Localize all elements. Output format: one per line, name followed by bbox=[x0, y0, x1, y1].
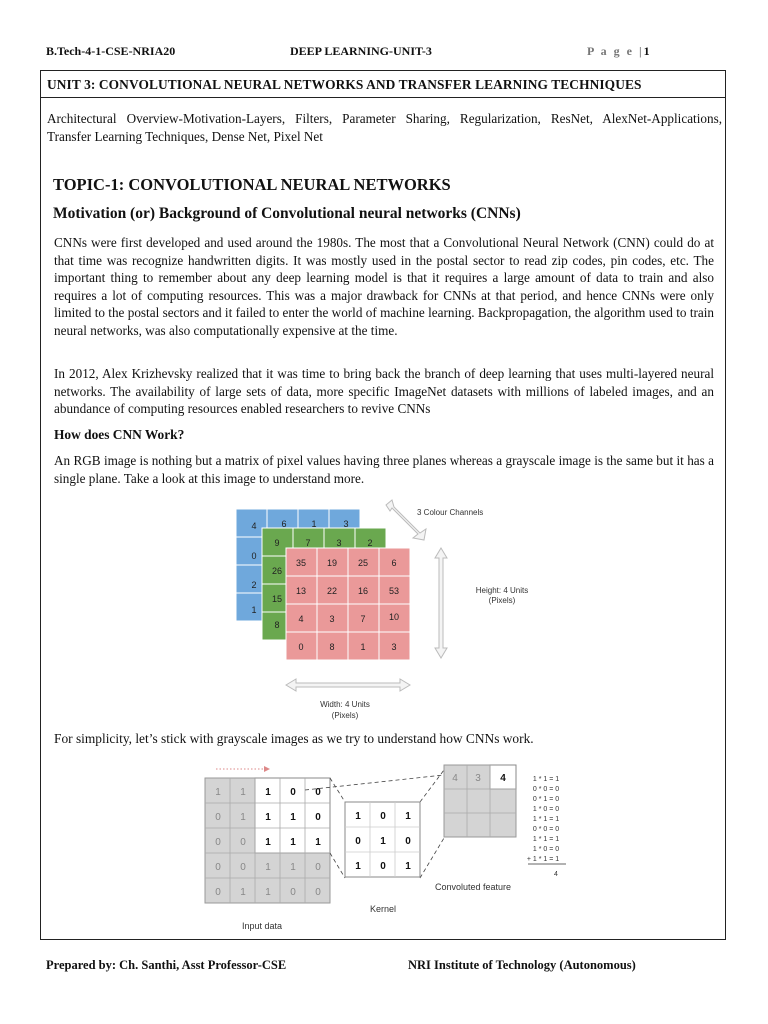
feature-cell-1: 3 bbox=[475, 773, 481, 784]
red-cell-2-0: 4 bbox=[298, 614, 304, 624]
channels-label: 3 Colour Channels bbox=[417, 508, 484, 517]
green-top-0: 9 bbox=[274, 538, 280, 548]
input-cell-4-4: 0 bbox=[315, 887, 321, 898]
green-top-1: 7 bbox=[305, 538, 311, 548]
calc-line-6: 1 * 1 = 1 bbox=[532, 836, 560, 843]
calc-line-8: + 1 * 1 = 1 bbox=[526, 856, 560, 863]
input-cell-2-2: 1 bbox=[265, 837, 271, 848]
red-cell-0-0: 35 bbox=[295, 558, 307, 568]
input-cell-1-2: 1 bbox=[265, 812, 271, 823]
calc-line-1: 0 * 0 = 0 bbox=[532, 786, 560, 793]
blue-left-1: 2 bbox=[251, 580, 257, 590]
input-cell-1-0: 0 bbox=[215, 812, 221, 823]
header-unit: DEEP LEARNING-UNIT-3 bbox=[290, 44, 432, 58]
input-cell-2-0: 0 bbox=[215, 837, 221, 848]
input-cell-4-0: 0 bbox=[215, 887, 221, 898]
red-cell-0-3: 6 bbox=[391, 558, 397, 568]
input-cell-2-3: 1 bbox=[290, 837, 296, 848]
red-cell-2-2: 7 bbox=[360, 614, 366, 624]
input-cell-3-0: 0 bbox=[215, 862, 221, 873]
height-label: Height: 4 Units bbox=[475, 586, 529, 595]
red-cell-3-1: 8 bbox=[329, 642, 335, 652]
red-cell-3-0: 0 bbox=[298, 642, 304, 652]
input-cell-2-4: 1 bbox=[315, 837, 321, 848]
calc-total: 4 bbox=[554, 871, 558, 878]
red-cell-2-3: 10 bbox=[388, 612, 400, 622]
input-cell-3-3: 1 bbox=[290, 862, 296, 873]
motivation-heading: Motivation (or) Background of Convolutional neural networks (CNNs) bbox=[53, 205, 521, 222]
paragraph-rgb: An RGB image is nothing but a matrix of pixel values having three planes whereas a grayscale image is the same but it has a single plane. Take a look at this image to understand more. bbox=[54, 453, 714, 486]
green-left-0: 26 bbox=[271, 566, 283, 576]
red-cell-2-1: 3 bbox=[329, 614, 335, 624]
slide-arrow-icon bbox=[264, 766, 270, 772]
calc-line-2: 0 * 1 = 0 bbox=[532, 796, 560, 803]
page-label: P a g e | bbox=[587, 44, 644, 58]
blue-left-0: 0 bbox=[251, 551, 257, 561]
red-cell-3-3: 3 bbox=[391, 642, 397, 652]
how-cnn-heading: How does CNN Work? bbox=[54, 427, 185, 442]
header-course: B.Tech-4-1-CSE-NRIA20 bbox=[46, 44, 176, 58]
height-label-unit: (Pixels) bbox=[488, 596, 516, 605]
blue-top-2: 1 bbox=[311, 519, 317, 529]
syllabus-text: Architectural Overview-Motivation-Layers, Filters, Parameter Sharing, Regularization, ResNet, AlexNet-Applications, Transfer Learning Techniques, Dense Net, Pixel Net bbox=[47, 111, 722, 144]
paragraph-history: CNNs were first developed and used around the 1980s. The most that a Convolutional Neural Network (CNN) could do at that time was recognize handwritten digits. It was mostly used in the postal sector to read zip codes, pin codes, etc. The important thing to remember about any deep learning model is that it requires a large amount of data to train and also requires a lot of computing resources. This was a major drawback for CNNs at that period, and hence CNNs were only limited to the postal sectors and it failed to enter the world of machine learning. Backpropagation, the algorithm used to train neural networks, was also computationally expensive at the time. bbox=[54, 235, 714, 338]
paragraph-grayscale: For simplicity, let’s stick with grayscale images as we try to understand how CNNs work. bbox=[54, 731, 534, 746]
kernel-cell-0-2: 1 bbox=[405, 811, 411, 822]
kernel-cell-0-1: 0 bbox=[380, 811, 386, 822]
input-cell-3-4: 0 bbox=[315, 862, 321, 873]
input-cell-4-1: 1 bbox=[240, 887, 246, 898]
kernel-cell-1-0: 0 bbox=[355, 836, 361, 847]
paragraph-krizhevsky: In 2012, Alex Krizhevsky realized that it was time to bring back the branch of deep learning that uses multi-layered neural networks. The availability of large sets of data, more specific ImageNet datasets with millions of labeled images, and an abundance of computing resources enabled researchers to revive CNNs bbox=[54, 366, 714, 416]
kernel-cell-1-2: 0 bbox=[405, 836, 411, 847]
red-cell-3-2: 1 bbox=[360, 642, 366, 652]
input-cell-0-3: 0 bbox=[290, 787, 296, 798]
calc-line-7: 1 * 0 = 0 bbox=[532, 846, 560, 853]
input-cell-1-4: 0 bbox=[315, 812, 321, 823]
green-top-3: 2 bbox=[367, 538, 373, 548]
input-cell-0-1: 1 bbox=[240, 787, 246, 798]
feature-label: Convoluted feature bbox=[435, 882, 512, 892]
red-cell-0-2: 25 bbox=[357, 558, 369, 568]
red-cell-1-1: 22 bbox=[326, 586, 338, 596]
blue-top-3: 3 bbox=[343, 519, 349, 529]
kernel-cell-0-0: 1 bbox=[355, 811, 361, 822]
calc-line-3: 1 * 0 = 0 bbox=[532, 806, 560, 813]
width-label-unit: (Pixels) bbox=[331, 711, 359, 720]
blue-left-2: 1 bbox=[251, 605, 257, 615]
input-cell-1-1: 1 bbox=[240, 812, 246, 823]
blue-top-0: 4 bbox=[251, 521, 257, 531]
input-cell-4-3: 0 bbox=[290, 887, 296, 898]
kernel-cell-2-0: 1 bbox=[355, 861, 361, 872]
kernel-label: Kernel bbox=[370, 904, 397, 914]
input-cell-2-1: 0 bbox=[240, 837, 246, 848]
input-cell-0-2: 1 bbox=[265, 787, 271, 798]
feature-cell-0: 4 bbox=[452, 773, 458, 784]
input-cell-0-0: 1 bbox=[215, 787, 221, 798]
page-number: 1 bbox=[643, 44, 650, 58]
blue-top-1: 6 bbox=[281, 519, 287, 529]
input-cell-4-2: 1 bbox=[265, 887, 271, 898]
footer-prepared-by: Prepared by: Ch. Santhi, Asst Professor-CSE bbox=[46, 958, 287, 972]
green-left-1: 15 bbox=[271, 594, 283, 604]
red-cell-1-3: 53 bbox=[388, 586, 400, 596]
calc-line-4: 1 * 1 = 1 bbox=[532, 816, 560, 823]
feature-cell-2: 4 bbox=[500, 773, 506, 784]
input-cell-0-4: 0 bbox=[315, 787, 321, 798]
width-label: Width: 4 Units bbox=[320, 700, 370, 709]
unit-title: UNIT 3: CONVOLUTIONAL NEURAL NETWORKS AND TRANSFER LEARNING TECHNIQUES bbox=[47, 77, 642, 92]
kernel-cell-1-1: 1 bbox=[380, 836, 386, 847]
input-cell-3-1: 0 bbox=[240, 862, 246, 873]
input-label: Input data bbox=[242, 921, 283, 931]
kernel-cell-2-1: 0 bbox=[380, 861, 386, 872]
footer-institute: NRI Institute of Technology (Autonomous) bbox=[408, 958, 636, 972]
green-left-2: 8 bbox=[274, 620, 280, 630]
red-cell-1-0: 13 bbox=[295, 586, 307, 596]
input-cell-1-3: 1 bbox=[290, 812, 296, 823]
topic-heading: TOPIC-1: CONVOLUTIONAL NEURAL NETWORKS bbox=[53, 175, 451, 194]
input-cell-3-2: 1 bbox=[265, 862, 271, 873]
kernel-cell-2-2: 1 bbox=[405, 861, 411, 872]
green-top-2: 3 bbox=[336, 538, 342, 548]
red-cell-0-1: 19 bbox=[326, 558, 338, 568]
calc-line-0: 1 * 1 = 1 bbox=[532, 776, 560, 783]
red-cell-1-2: 16 bbox=[357, 586, 369, 596]
calc-line-5: 0 * 0 = 0 bbox=[532, 826, 560, 833]
